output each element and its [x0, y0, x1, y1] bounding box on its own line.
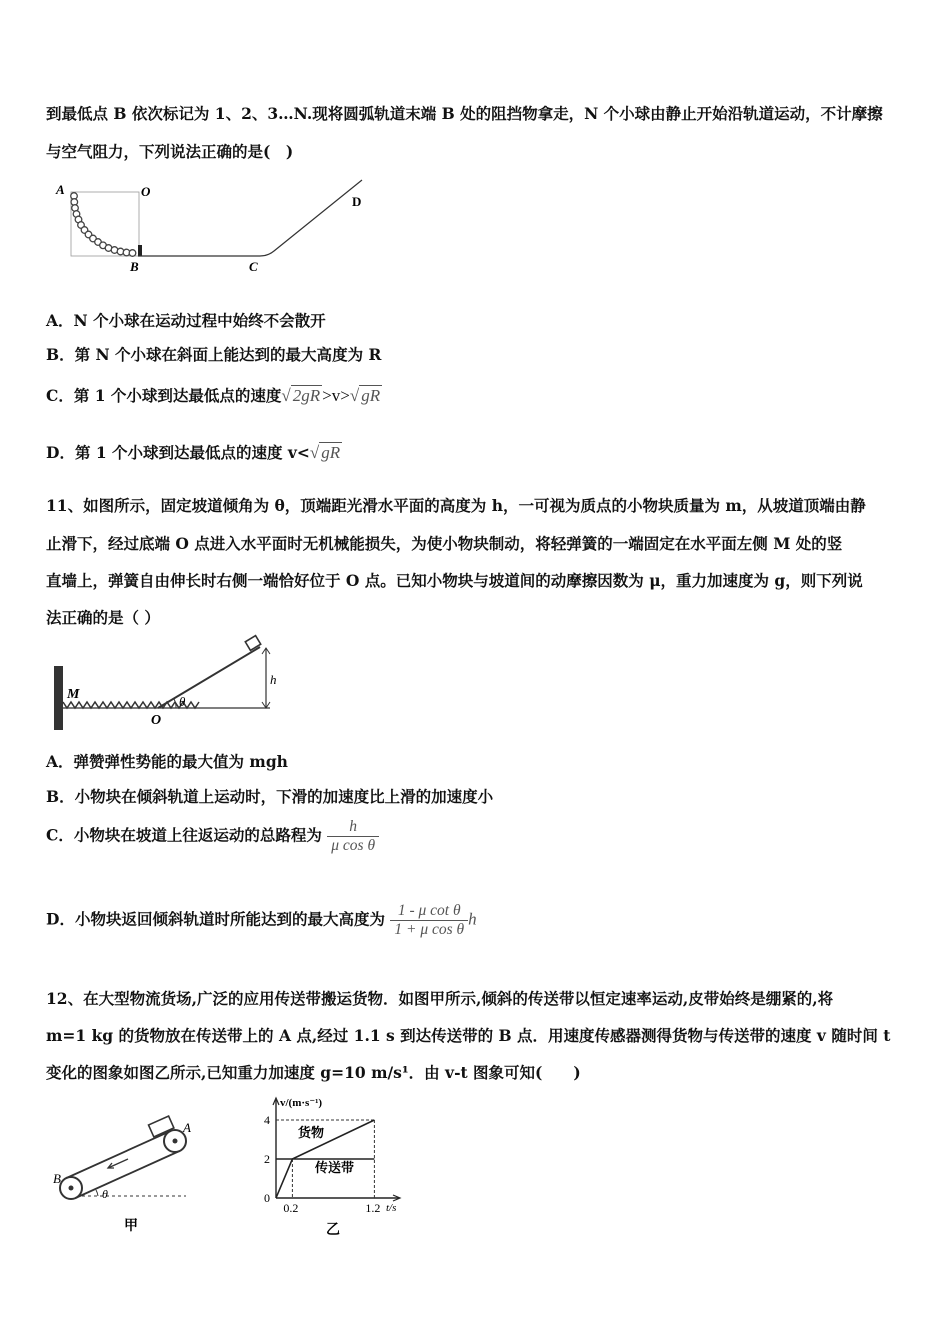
q11-option-d: [46, 902, 477, 939]
q11-option-d-prefix: D．小物块返回倾斜轨道时所能达到的最大高度为: [46, 909, 385, 929]
q11-option-b: B．小物块在倾斜轨道上运动时，下滑的加速度比上滑的加速度小: [46, 787, 494, 806]
x-tick-label-0.2: 0.2: [283, 1201, 299, 1215]
label-belt-A: A: [183, 1120, 191, 1135]
label-theta: θ: [179, 694, 186, 709]
q12-text-line2: m=1 kg 的货物放在传送带上的 A 点,经过 1.1 s 到达传送带的 B 点．用速度传感器测得货物与传送带的速度 v 随时间 t: [46, 1026, 891, 1045]
label-O: O: [141, 184, 151, 199]
ball-chain: [71, 193, 136, 257]
q11-option-a: A．弹赞弹性势能的最大值为 mgh: [46, 752, 288, 771]
label-D: D: [352, 194, 362, 209]
sqrt-2gR: √ 2gR: [281, 386, 321, 405]
q11-option-c-prefix: C．小物块在坡道上往返运动的总路程为: [46, 825, 322, 845]
q10-option-d-prefix: D．第 1 个小球到达最低点的速度 v<: [46, 443, 310, 462]
q11-text-line3: 直墙上，弹簧自由伸长时右侧一端恰好位于 O 点。已知小物块与坡道间的动摩擦因数为 μ，重力加速度为 g，则下列说: [46, 571, 863, 590]
caption-yi: 乙: [326, 1223, 340, 1238]
q11-text-line2: 止滑下，经过底端 O 点进入水平面时无机械能损失，为使小物块制动，将轻弹簧的一端固定在水平面左侧 M 处的竖: [46, 534, 843, 553]
y-tick-label-4: 4: [264, 1113, 270, 1127]
fraction-c: $\frac{h}{\text{μ cos θ}}$: [327, 818, 379, 855]
fraction-d: $\frac{\text{1 - μ cot θ}}{\text{1 + μ cos θ}}$: [390, 902, 468, 939]
fig-jia: [46, 1110, 196, 1234]
q12-text-line3: 变化的图象如图乙所示,已知重力加速度 g=10 m/s¹．由 v-t 图象可知( ): [46, 1063, 581, 1082]
label-C: C: [249, 259, 258, 274]
label-belt-theta: θ: [102, 1187, 108, 1201]
label-h: h: [270, 672, 277, 687]
q10-option-c: [46, 384, 382, 406]
x-tick-label-1.2: 1.2: [365, 1201, 381, 1215]
label-B: B: [130, 259, 139, 274]
q10-option-c-prefix: C．第 1 个小球到达最低点的速度: [46, 386, 282, 405]
caption-jia: 甲: [124, 1219, 138, 1234]
q11-figure: [50, 636, 290, 736]
q10-figure: [50, 176, 380, 276]
q11-option-c: [46, 818, 379, 855]
label-goods: 货物: [298, 1125, 325, 1140]
sqrt-gR-d: √ gR: [309, 443, 341, 462]
y-tick-label-2: 2: [264, 1152, 270, 1166]
fig-yi-vt-chart: [256, 1094, 416, 1236]
q11-text-line1: 11、如图所示，固定坡道倾角为 θ，顶端距光滑水平面的高度为 h，一可视为质点的小物块质量为 m，从坡道顶端由静: [46, 496, 866, 515]
fraction-d-suffix: h: [468, 909, 477, 929]
label-belt-B: B: [53, 1171, 61, 1186]
label-A: A: [56, 182, 65, 197]
series-lines: [276, 1120, 374, 1198]
label-belt: 传送带: [315, 1160, 355, 1175]
q10-option-a: A．N 个小球在运动过程中始终不会散开: [46, 311, 326, 330]
q10-option-c-mid: >v>: [322, 386, 350, 405]
label-M: M: [67, 687, 80, 702]
y-tick-label-0: 0: [264, 1191, 270, 1205]
q10-option-d: [46, 441, 342, 463]
q10-option-b: B．第 N 个小球在斜面上能达到的最大高度为 R: [46, 345, 382, 364]
chart-xlabel: t/s: [386, 1202, 397, 1214]
label-O2: O: [151, 713, 162, 728]
q11-text-line4: 法正确的是（ ）: [46, 608, 160, 627]
q10-text-line1: 到最低点 B 依次标记为 1、2、3…N.现将圆弧轨道末端 B 处的阻挡物拿走，N 个小球由静止开始沿轨道运动，不计摩擦: [46, 104, 883, 123]
q10-text-line2: 与空气阻力，下列说法正确的是( ): [46, 142, 294, 161]
q12-text-line1: 12、在大型物流货场,广泛的应用传送带搬运货物．如图甲所示,倾斜的传送带以恒定速率运动,皮带始终是绷紧的,将: [46, 989, 834, 1008]
sqrt-gR: √ gR: [349, 386, 381, 405]
chart-ylabel: v/(m·s⁻¹): [280, 1097, 323, 1109]
